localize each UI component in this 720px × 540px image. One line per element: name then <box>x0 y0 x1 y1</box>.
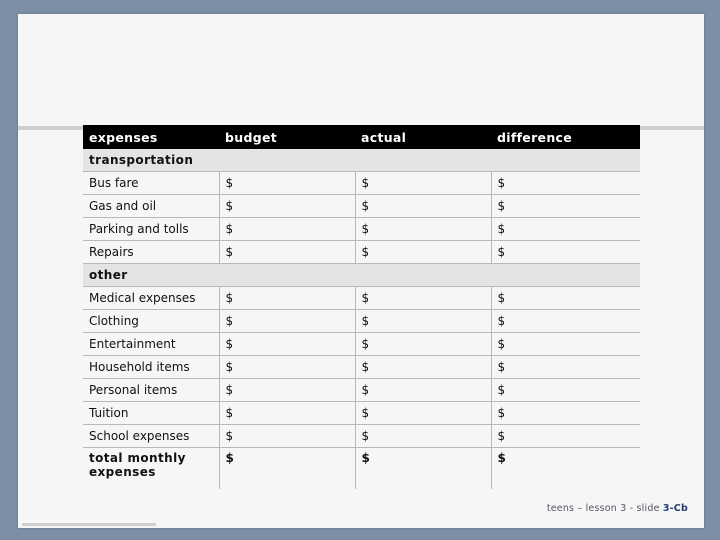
budget-cell[interactable]: $ <box>219 356 355 379</box>
table-row <box>83 333 640 356</box>
row-label: Repairs <box>83 241 219 264</box>
table-header-row <box>83 125 640 149</box>
budget-cell[interactable]: $ <box>219 241 355 264</box>
table-row <box>83 310 640 333</box>
table-row <box>83 356 640 379</box>
total-row <box>83 448 640 490</box>
table-row <box>83 241 640 264</box>
total-actual-cell[interactable]: $ <box>355 448 491 490</box>
total-difference-cell[interactable]: $ <box>491 448 640 490</box>
budget-table <box>83 125 640 489</box>
difference-cell[interactable]: $ <box>491 356 640 379</box>
slide <box>18 14 704 528</box>
difference-cell[interactable]: $ <box>491 287 640 310</box>
row-label: Bus fare <box>83 172 219 195</box>
table-row <box>83 425 640 448</box>
budget-cell[interactable]: $ <box>219 195 355 218</box>
actual-cell[interactable]: $ <box>355 195 491 218</box>
row-label: Personal items <box>83 379 219 402</box>
difference-cell[interactable]: $ <box>491 425 640 448</box>
budget-cell[interactable]: $ <box>219 402 355 425</box>
row-label: Entertainment <box>83 333 219 356</box>
actual-cell[interactable]: $ <box>355 356 491 379</box>
header-difference: difference <box>491 125 640 149</box>
budget-cell[interactable]: $ <box>219 287 355 310</box>
row-label: Household items <box>83 356 219 379</box>
total-budget-cell[interactable]: $ <box>219 448 355 490</box>
budget-cell[interactable]: $ <box>219 333 355 356</box>
actual-cell[interactable]: $ <box>355 287 491 310</box>
footer-text: teens – lesson 3 - slide <box>546 503 663 514</box>
difference-cell[interactable]: $ <box>491 172 640 195</box>
actual-cell[interactable]: $ <box>355 241 491 264</box>
difference-cell[interactable]: $ <box>491 310 640 333</box>
row-label: Gas and oil <box>83 195 219 218</box>
budget-cell[interactable]: $ <box>219 218 355 241</box>
actual-cell[interactable]: $ <box>355 172 491 195</box>
section-row-transportation <box>83 149 640 172</box>
header-budget: budget <box>219 125 355 149</box>
difference-cell[interactable]: $ <box>491 218 640 241</box>
budget-cell[interactable]: $ <box>219 310 355 333</box>
table-row <box>83 218 640 241</box>
table-row <box>83 402 640 425</box>
actual-cell[interactable]: $ <box>355 333 491 356</box>
budget-cell[interactable]: $ <box>219 425 355 448</box>
difference-cell[interactable]: $ <box>491 241 640 264</box>
budget-cell[interactable]: $ <box>219 172 355 195</box>
row-label: Tuition <box>83 402 219 425</box>
total-label: total monthly expenses <box>89 451 186 479</box>
actual-cell[interactable]: $ <box>355 379 491 402</box>
row-label: Medical expenses <box>83 287 219 310</box>
table-row <box>83 195 640 218</box>
budget-cell[interactable]: $ <box>219 379 355 402</box>
section-row-other <box>83 264 640 287</box>
difference-cell[interactable]: $ <box>491 402 640 425</box>
header-actual: actual <box>355 125 491 149</box>
table-row <box>83 172 640 195</box>
row-label: Clothing <box>83 310 219 333</box>
difference-cell[interactable]: $ <box>491 379 640 402</box>
slide-footer <box>547 503 688 514</box>
difference-cell[interactable]: $ <box>491 333 640 356</box>
table-row <box>83 379 640 402</box>
row-label: Parking and tolls <box>83 218 219 241</box>
actual-cell[interactable]: $ <box>355 425 491 448</box>
bottom-strip <box>22 523 156 526</box>
difference-cell[interactable]: $ <box>491 195 640 218</box>
actual-cell[interactable]: $ <box>355 402 491 425</box>
actual-cell[interactable]: $ <box>355 218 491 241</box>
header-expenses: expenses <box>83 125 219 149</box>
section-title: transportation <box>83 149 640 172</box>
actual-cell[interactable]: $ <box>355 310 491 333</box>
row-label: School expenses <box>83 425 219 448</box>
section-title: other <box>83 264 640 287</box>
table-row <box>83 287 640 310</box>
slide-code: 3-Cb <box>662 503 688 514</box>
